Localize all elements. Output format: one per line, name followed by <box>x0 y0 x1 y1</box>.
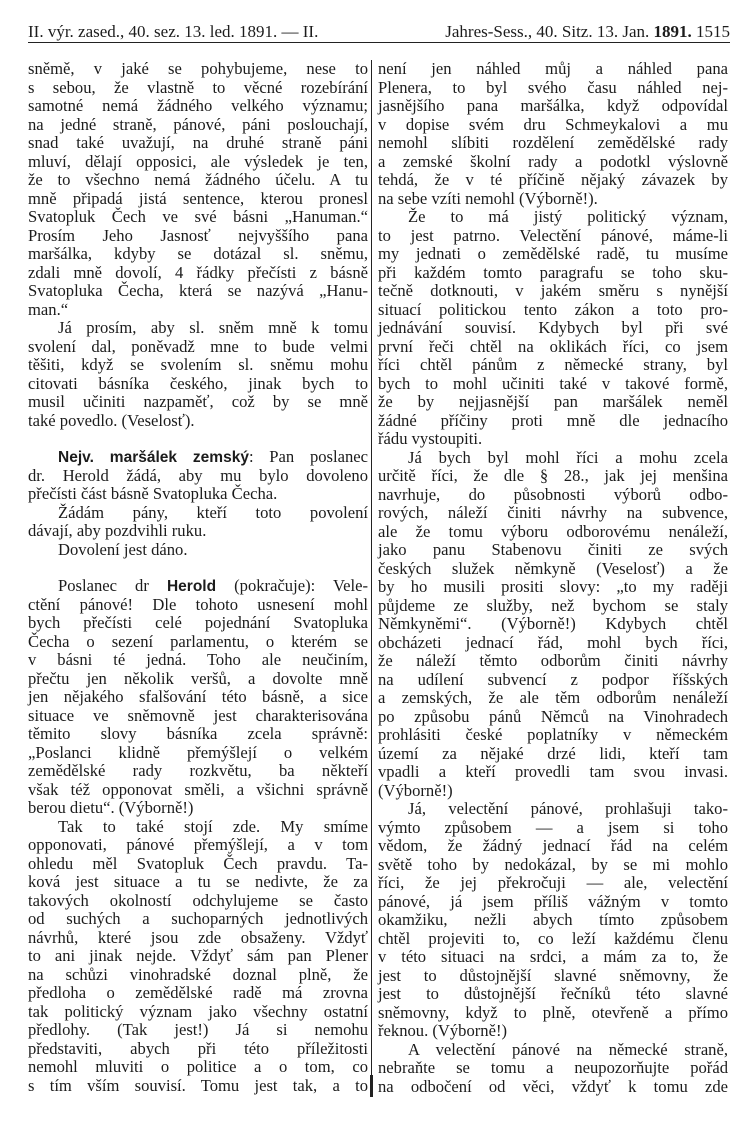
right-column <box>378 60 728 1096</box>
text-line: také povedlo. (Veselosť). <box>28 410 195 430</box>
speaker-paragraph <box>28 448 368 504</box>
text-line: po způsobu pánů Němců na Vinohradech <box>378 706 728 726</box>
text-line: řeknou. (Výborně!) <box>378 1021 508 1040</box>
text-line: Svatopluk Čech ve své básni „Hanuman.“ <box>28 207 368 226</box>
text-line: Svatopluka Čecha, která se nazývá „Hanu- <box>28 281 368 300</box>
text-line: při každém tomto paragrafu se toho sku- <box>378 262 728 282</box>
text-line: na sebe vzíti nemohl (Výborně!). <box>378 188 598 208</box>
header-german-text: Jahres-Sess., 40. Sitz. 13. Jan. <box>445 22 650 41</box>
column-divider <box>371 60 372 1090</box>
header-german <box>445 22 730 42</box>
text-line: Že to má jistý politický význam, <box>408 207 728 226</box>
text-line: v dopise svém dru Schmeykalovi a mu <box>378 114 728 134</box>
text-line: výmto způsobem — a jsem si toho <box>378 817 728 837</box>
text-line: návrhů, které jsou zde obsaženy. Vždyť <box>28 927 368 947</box>
text-line: na odbočení od věci, vždyť k tomu zde <box>378 1076 728 1096</box>
text-line: těmito slovy básníka zcela správně: <box>28 724 368 743</box>
text-line: bych přečísti celé pojednání Svatopluka <box>28 613 368 632</box>
text-line: že náleží těmto odborům činiti návrhy <box>378 651 728 670</box>
text-line: řádu vystoupiti. <box>378 429 483 448</box>
text-line: jako panu Stabenovu činiti ze svých <box>378 540 728 559</box>
text-line: těšiti, když se svolením sl. sněmu mohu <box>28 355 368 374</box>
text-line: sněmě, v jaké se pohybujeme, nese to <box>28 59 368 78</box>
text-line: „Poslanci klidně přemýšlejí o velkém <box>28 742 368 762</box>
text-line: a zemské školní rady a podotkl výslovně <box>378 151 728 171</box>
text-line: jednávání souvisí. Kdybych byl při své <box>378 318 728 337</box>
speaker-name: Herold <box>166 578 217 595</box>
text-line: pánové, já jsem příliš vážným v tomto <box>378 891 728 911</box>
header-year: 1891. <box>653 22 692 41</box>
text-line: A velectění pánové na německé straně, <box>408 1039 728 1059</box>
text-line: tak politický význam jako všechny ostatní <box>28 1001 368 1021</box>
text-line: Němkyněmi“. (Výborně!) Kdybych chtěl <box>378 614 728 633</box>
text-line: zdali mně dovolí, 4 řádky přečísti z básně <box>28 262 368 282</box>
text-line: nebraňte se tomu a neupozorňujte pořád <box>378 1058 728 1077</box>
text-line: předlohy. (Tak jest!) Já si nemohu <box>28 1020 368 1039</box>
text-line: na udílení subvencí z podpor říšských <box>378 669 728 689</box>
text-line: Tak to také stojí zde. My smíme <box>58 816 368 836</box>
text-line: navrhuje, do působnosti výborů odbo- <box>378 484 728 504</box>
text-line: českých služek němkyně (Veselosť) a že <box>378 558 728 578</box>
text-line: ohledu měl Svatopluk Čech pravdu. Ta- <box>28 853 368 873</box>
text-line: jasnějšího pana maršálka, když odpovídal <box>378 96 728 115</box>
page-number: 1515 <box>696 22 730 41</box>
text-line: okamžiku, nežli abych tímto způsobem <box>378 910 728 929</box>
paragraph <box>378 208 728 449</box>
speaker-line-text: : Pan poslanec <box>248 447 369 466</box>
text-line: Já prosím, aby sl. sněm mně k tomu <box>58 318 368 337</box>
text-line: určitě říci, že dle § 28., jak jej menšina <box>378 466 728 485</box>
speaker-line-text: (pokračuje): Vele- <box>216 576 369 595</box>
text-line: maršálka, kdyby se dotázal sl. sněmu, <box>28 244 368 263</box>
text-line: musil učiniti nazpaměť, což by se mně <box>28 392 368 411</box>
text-line: představiti, abych při této příležitosti <box>28 1038 368 1058</box>
text-line: berou dietu“. (Výborně!) <box>28 798 194 817</box>
text-line: půjdeme ze služby, než bychom se staly <box>378 595 728 615</box>
text-line: prohlásiti české poplatníky v německém <box>378 725 728 744</box>
text-line: Dovolení jest dáno. <box>58 539 188 559</box>
speaker-name: Nejv. maršálek zemský <box>58 449 249 466</box>
text-line: od suchých a suchoparných jednotlivých <box>28 909 368 928</box>
left-column <box>28 60 368 1095</box>
paragraph <box>378 60 728 208</box>
text-line: tehdá, že v té příčině nějaký závazek by <box>378 170 728 189</box>
text-line: ale že tomu výboru odborovému nenáleží, <box>378 521 728 541</box>
text-line: v básni té jedná. Toho ale neučiním, <box>28 650 368 669</box>
text-line: bych to mohl učiniti také v takové formě, <box>378 373 728 393</box>
paragraph <box>28 504 368 541</box>
text-line: Plenera, to byl svého času náhled nej- <box>378 77 728 97</box>
text-line: sněmovny, když to plně, otevřeně a přímo <box>378 1002 728 1022</box>
text-line: světě toho by nedokázal, by se mi mohlo <box>378 854 728 874</box>
text-line: my jednati o zemědělské radě, tu musíme <box>378 244 728 263</box>
text-line: mluví, dělají opposici, ale výsledek je ten, <box>28 151 368 171</box>
text-line: (Výborně!) <box>378 780 453 800</box>
text-line: chtěl projeviti to, co leží každému členu <box>378 928 728 948</box>
speaker-line-text: Poslanec dr <box>58 576 167 595</box>
text-line <box>28 448 368 467</box>
text-line: to jest patrno. Velectění pánové, máme-li <box>378 225 728 245</box>
text-line: Žádám pány, kteří toto povolení <box>58 502 368 522</box>
text-line: dávají, aby pozdvihli ruku. <box>28 521 207 540</box>
text-line: Já, velectění pánové, prohlašuji tako- <box>408 799 728 818</box>
text-line: situace ve sněmovně jest charakterisována <box>28 705 368 725</box>
text-line: předloha o zemědělské radě má zrovna <box>28 983 368 1002</box>
text-line: přečtu jen několik veršů, a dovolte mně <box>28 668 368 688</box>
text-line: zemědělské rady rozkvětu, ba někteří <box>28 761 368 780</box>
text-line: jest to důstojnější řečníků této slavné <box>378 984 728 1003</box>
text-line: žádné příčiny proti mně dle jednacího <box>378 410 728 430</box>
text-line <box>28 577 368 596</box>
text-line: citovati básníka českého, jinak bych to <box>28 373 368 393</box>
paragraph <box>28 319 368 430</box>
running-header <box>28 18 730 43</box>
paragraph <box>28 541 368 560</box>
text-line: a zemských, že ale těm odborům nenáleží <box>378 688 728 707</box>
text-line: Čecha o sezení parlamentu, o kterém se <box>28 631 368 651</box>
text-line: dr. Herold žádá, aby mu bylo dovoleno <box>28 465 368 485</box>
text-line: že to všechno nemá žádného účelu. A tu <box>28 170 368 189</box>
text-line: nemohl slíbiti rozdělení zemědělské rady <box>378 133 728 152</box>
text-line: snad také uvažují, na druhé straně páni <box>28 133 368 152</box>
text-line: Prosím Jeho Jasnosť nejvyššího pana <box>28 225 368 245</box>
text-line: samotné nemá žádného velkého významu; <box>28 96 368 115</box>
header-czech-text: II. výr. zased., 40. sez. 13. led. 1891. — II. <box>28 22 319 41</box>
text-line: ková jest situace a tu se nedivte, že za <box>28 872 368 891</box>
text-line: říci chtěl pánům z německé strany, byl <box>378 355 728 374</box>
text-line: jen nějakého sfalšování této básně, a sice <box>28 687 368 706</box>
text-line: na schůzi vinohradské doznal plně, že <box>28 964 368 984</box>
text-line: situací politickou tento zákon a toto pro- <box>378 299 728 319</box>
text-line: nemohl mluviti o politice a o tom, co <box>28 1057 368 1076</box>
text-line: Já bych byl mohl říci a mohu zcela <box>408 447 728 467</box>
text-line: první řeči chtěl na oklikách říci, co jsem <box>378 336 728 356</box>
speaker-paragraph <box>28 577 368 818</box>
text-line: vědom, že žádný jednací řád na celém <box>378 836 728 855</box>
column-divider-end <box>370 1075 373 1097</box>
text-line: svolení dal, poněvadž mne to bude velmi <box>28 336 368 356</box>
paragraph <box>378 449 728 801</box>
text-line: v této situaci na srdci, a mám za to, že <box>378 947 728 966</box>
paragraph <box>378 1041 728 1097</box>
text-line: by ho musili prositi slovy: „to my raději <box>378 577 728 596</box>
text-line: na jedné straně, pánové, páni poslouchají, <box>28 114 368 134</box>
text-line: jest to důstojnější slavné sněmovny, že <box>378 965 728 985</box>
text-line: území za nějaké drzé lidi, kteří tam <box>378 743 728 763</box>
text-line: mně připadá jistá sentence, kterou pronesl <box>28 188 368 208</box>
text-line: vpadli a kteří provedli tam svou invasi. <box>378 762 728 781</box>
text-line: rových, náleží činiti návrhy na subvence, <box>378 503 728 522</box>
text-line: to ani jinak nejde. Vždyť sám pan Plener <box>28 946 368 965</box>
text-line: ctění pánové! Dle tohoto usnesení mohl <box>28 594 368 614</box>
text-line: obcházeti jednací řád, mohl bych říci, <box>378 632 728 652</box>
text-line: s sebou, že vlastně to věcné rozebírání <box>28 77 368 97</box>
text-line: přečísti část básně Svatopluka Čecha. <box>28 484 278 503</box>
text-line: takových okolností odchylujeme se často <box>28 890 368 910</box>
text-line: říci, že jej překročuji — ale, velectění <box>378 873 728 892</box>
paragraph <box>28 818 368 1096</box>
header-czech <box>28 22 318 42</box>
text-line: tečně dotknouti, v jakém směru s nynější <box>378 281 728 300</box>
text-line: však též opponovat směli, a všichni správně <box>28 779 368 799</box>
text-line: že by nejjasnější pan maršálek neměl <box>378 392 728 411</box>
text-line: není jen náhled můj a náhled pana <box>378 59 728 78</box>
text-line: s tím vším souvisí. Tomu jest tak, a to <box>28 1075 368 1095</box>
text-line: opponovati, pánové přemýšlejí, a v tom <box>28 835 368 854</box>
paragraph <box>378 800 728 1041</box>
text-line: man.“ <box>28 299 69 319</box>
paragraph <box>28 60 368 319</box>
